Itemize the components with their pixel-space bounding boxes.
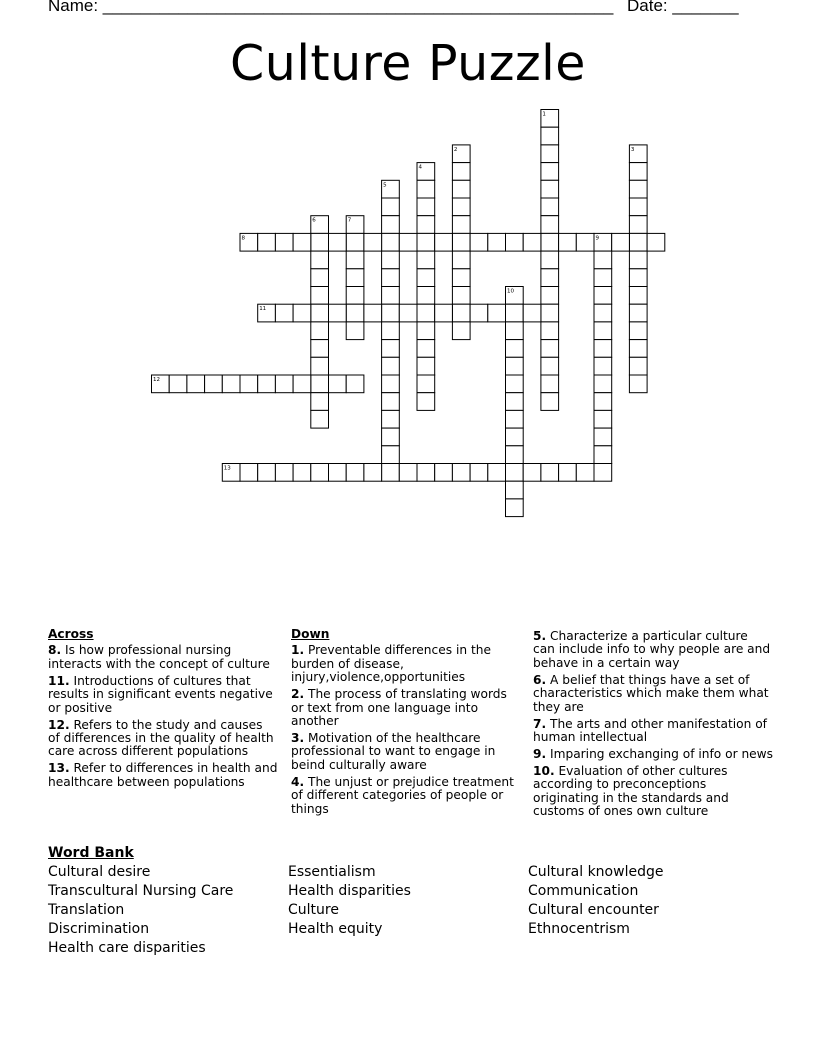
clue-text: Is how professional nursing interacts with the concept of culture [48,643,270,671]
crossword-cell[interactable] [293,304,311,322]
crossword-cell[interactable] [629,216,647,234]
crossword-cell[interactable] [541,163,559,181]
crossword-cell[interactable] [399,464,417,482]
crossword-cell[interactable] [541,340,559,358]
word-bank-item: Ethnocentrism [528,921,630,937]
crossword-cell[interactable] [346,251,364,269]
crossword-cell[interactable] [506,410,524,428]
word-bank-item: Communication [528,883,639,899]
crossword-cell[interactable] [452,287,470,305]
crossword-cell[interactable] [523,233,541,251]
crossword-cell[interactable] [311,464,329,482]
crossword-cell[interactable] [541,464,559,482]
crossword-cell[interactable] [506,393,524,411]
clue-across-13 [48,762,278,789]
crossword-cell[interactable] [364,464,382,482]
crossword-cell[interactable] [576,464,594,482]
crossword-cell[interactable] [452,322,470,340]
crossword-cell[interactable] [523,304,541,322]
crossword-cell[interactable] [541,322,559,340]
crossword-cell[interactable] [311,233,329,251]
crossword-cell[interactable] [399,304,417,322]
crossword-cell[interactable] [506,322,524,340]
crossword-cell[interactable] [488,464,506,482]
crossword-cell[interactable] [311,304,329,322]
word-bank-item: Essentialism [288,864,376,880]
crossword-cell[interactable] [346,287,364,305]
clue-down-6 [533,674,773,714]
cell-number-label: 3 [630,146,635,153]
clue-number: 8. [48,643,62,658]
crossword-cell[interactable] [470,233,488,251]
page-title: Culture Puzzle [230,35,586,92]
crossword-cell[interactable] [541,233,559,251]
down-clues-col1 [291,628,516,820]
crossword-cell[interactable] [382,304,400,322]
cell-number-label: 9 [595,235,599,242]
crossword-cell[interactable] [364,304,382,322]
crossword-cell[interactable] [382,216,400,234]
crossword-cell[interactable] [488,233,506,251]
crossword-cell[interactable] [382,375,400,393]
crossword-cell[interactable] [382,287,400,305]
crossword-cell[interactable] [506,428,524,446]
clue-across-8 [48,644,278,671]
crossword-cell[interactable] [311,357,329,375]
crossword-cell[interactable] [417,180,435,198]
crossword-cell[interactable] [452,180,470,198]
crossword-cell[interactable] [293,464,311,482]
crossword-cell[interactable] [311,322,329,340]
clue-number: 11. [48,673,70,688]
crossword-cell[interactable] [417,322,435,340]
clue-down-7 [533,718,773,745]
crossword-cell[interactable] [506,481,524,499]
crossword-cell[interactable] [435,464,453,482]
crossword-cell[interactable] [541,180,559,198]
crossword-cell[interactable] [452,304,470,322]
cell-number-label: 6 [312,217,316,224]
crossword-cell[interactable] [541,375,559,393]
crossword-cell[interactable] [382,269,400,287]
crossword-cell[interactable] [470,464,488,482]
crossword-cell[interactable] [541,269,559,287]
crossword-cell[interactable] [329,464,347,482]
crossword-cell[interactable] [629,357,647,375]
clue-down-3 [291,732,516,772]
crossword-cell[interactable] [506,499,524,517]
crossword-cell[interactable] [258,464,276,482]
clue-number: 7. [533,716,547,731]
crossword-cell[interactable] [311,375,329,393]
crossword-cell[interactable] [629,269,647,287]
crossword-cell[interactable] [541,145,559,163]
cell-number-label: 12 [153,377,160,383]
word-bank-col3 [528,863,663,939]
crossword-cell[interactable] [417,375,435,393]
crossword-cell[interactable] [452,216,470,234]
clue-down-9 [533,748,773,761]
crossword-cell[interactable] [417,464,435,482]
crossword-cell[interactable] [541,304,559,322]
crossword-cell[interactable] [417,393,435,411]
crossword-cell[interactable] [205,375,223,393]
crossword-cell[interactable] [382,198,400,216]
crossword-cell[interactable] [258,375,276,393]
clue-text: A belief that things have a set of characteristics which make them what they are [533,672,769,714]
word-bank-col2 [288,863,411,939]
crossword-cell[interactable] [541,251,559,269]
word-bank-item: Cultural knowledge [528,864,664,880]
crossword-cell[interactable] [594,375,612,393]
crossword-cell[interactable] [629,251,647,269]
clue-number: 6. [533,672,547,687]
crossword-cell[interactable] [417,233,435,251]
crossword-cell[interactable] [594,357,612,375]
crossword-cell[interactable] [293,375,311,393]
crossword-cell[interactable] [382,357,400,375]
crossword-cell[interactable] [382,393,400,411]
crossword-cell[interactable] [346,322,364,340]
clue-text: Evaluation of other cultures according to preconceptions originating in the standards and customs of ones own culture [533,764,729,819]
crossword-cell[interactable] [470,304,488,322]
crossword-cell[interactable] [329,233,347,251]
clue-text: Preventable differences in the burden of disease, injury,violence,opportunities [291,643,491,685]
crossword-cell[interactable] [346,375,364,393]
crossword-cell[interactable] [187,375,205,393]
word-bank-item: Health disparities [288,883,411,899]
clue-down-10 [533,765,773,819]
crossword-cell[interactable] [240,375,258,393]
word-bank-item: Health equity [288,921,383,937]
crossword-cell[interactable] [258,233,276,251]
word-bank-item: Transcultural Nursing Care [48,883,234,899]
clue-text: Introductions of cultures that results in significant events negative or positive [48,673,273,715]
crossword-cell[interactable] [275,464,293,482]
crossword-cell[interactable] [417,269,435,287]
crossword-cell[interactable] [594,322,612,340]
crossword-cell[interactable] [417,198,435,216]
crossword-cell[interactable] [523,464,541,482]
cell-number-label: 1 [542,111,546,118]
word-bank [48,844,778,956]
crossword-cell[interactable] [311,340,329,358]
clue-number: 12. [48,717,70,732]
crossword-cell[interactable] [346,464,364,482]
crossword-cell[interactable] [382,410,400,428]
word-bank-item: Culture [288,902,339,918]
crossword-cell[interactable] [329,304,347,322]
crossword-cell[interactable] [594,304,612,322]
crossword-cell[interactable] [629,163,647,181]
clue-text: Motivation of the healthcare professional to want to engage in beind culturally aware [291,731,496,772]
crossword-cell[interactable] [506,446,524,464]
crossword-cell[interactable] [629,180,647,198]
crossword-cell[interactable] [417,216,435,234]
cell-number-label: 13 [223,465,231,472]
cell-number-label: 8 [241,235,245,242]
cell-number-label: 4 [418,164,422,171]
across-clues [48,628,278,793]
crossword-cell[interactable] [629,233,647,251]
cell-number-label: 10 [507,288,514,295]
crossword-cell[interactable] [576,233,594,251]
crossword-cell[interactable] [311,410,329,428]
crossword-cell[interactable] [417,304,435,322]
crossword-cell[interactable] [382,464,400,482]
clue-number: 3. [291,731,305,746]
clue-number: 4. [291,774,305,789]
crossword-cell[interactable] [541,216,559,234]
crossword-cell[interactable] [506,340,524,358]
word-bank-col1 [48,863,233,958]
cell-number-label: 2 [453,146,458,153]
crossword-cell[interactable] [275,375,293,393]
word-bank-heading: Word Bank [48,845,134,861]
crossword-cell[interactable] [346,269,364,287]
clue-text: Characterize a particular culture can include info to why people are and behave in a certain way [533,629,771,670]
crossword-cell[interactable] [382,446,400,464]
crossword-cell[interactable] [488,304,506,322]
clue-down-1 [291,644,516,684]
crossword-cell[interactable] [506,304,524,322]
crossword-cell[interactable] [435,233,453,251]
crossword-cell[interactable] [594,410,612,428]
crossword-cell[interactable] [382,251,400,269]
clue-down-2 [291,688,516,728]
cell-number-label: 5 [383,182,387,189]
cell-number-label: 11 [259,306,267,313]
crossword-cell[interactable] [275,233,293,251]
crossword-cell[interactable] [417,340,435,358]
crossword-cell[interactable] [541,357,559,375]
clue-number: 9. [533,747,547,762]
crossword-cell[interactable] [382,233,400,251]
crossword-cell[interactable] [629,304,647,322]
clue-down-4 [291,776,516,816]
name-field-label[interactable]: Name: ______________________________________________________ [48,0,614,15]
word-bank-item: Discrimination [48,921,150,937]
clue-text: Refer to differences in health and healthcare between populations [48,761,278,789]
crossword-cell[interactable] [452,251,470,269]
word-bank-item: Cultural desire [48,864,151,880]
crossword-cell[interactable] [506,357,524,375]
crossword-cell[interactable] [311,393,329,411]
crossword-cell[interactable] [541,393,559,411]
down-heading: Down [291,627,330,641]
crossword-cell[interactable] [594,464,612,482]
crossword-cell[interactable] [629,198,647,216]
crossword-cell[interactable] [506,233,524,251]
crossword-cell[interactable] [417,287,435,305]
crossword-cell[interactable] [594,393,612,411]
clue-number: 13. [48,761,70,776]
crossword-cell[interactable] [452,464,470,482]
crossword-cell[interactable] [541,127,559,145]
clue-text: The process of translating words or text from one language into another [291,687,507,729]
crossword-cell[interactable] [222,375,240,393]
crossword-cell[interactable] [452,233,470,251]
crossword-cell[interactable] [452,198,470,216]
crossword-cell[interactable] [417,251,435,269]
clue-number: 10. [533,764,555,779]
crossword-cell[interactable] [311,251,329,269]
crossword-cell[interactable] [541,287,559,305]
clue-number: 5. [533,629,547,643]
crossword-cell[interactable] [559,233,577,251]
crossword-cell[interactable] [541,198,559,216]
clue-across-11 [48,675,278,715]
word-bank-item: Translation [48,902,125,918]
crossword-cell[interactable] [559,464,577,482]
crossword-cell[interactable] [594,446,612,464]
crossword-cell[interactable] [629,287,647,305]
crossword-cell[interactable] [594,287,612,305]
cell-number-label: 7 [347,217,352,224]
crossword-cell[interactable] [435,304,453,322]
crossword-cell[interactable] [169,375,187,393]
crossword-cell[interactable] [382,340,400,358]
crossword-cell[interactable] [452,269,470,287]
crossword-cell[interactable] [629,340,647,358]
crossword-cell[interactable] [594,251,612,269]
clue-number: 1. [291,643,305,658]
crossword-cell[interactable] [594,269,612,287]
down-clues-col2 [533,630,773,822]
crossword-cell[interactable] [506,375,524,393]
word-bank-item: Health care disparities [48,940,206,956]
crossword-cell[interactable] [364,233,382,251]
crossword-cell[interactable] [293,233,311,251]
clue-text: The arts and other manifestation of human intellectual [533,716,767,745]
date-field-label[interactable]: Date: _______ [627,0,739,15]
crossword-cell[interactable] [417,357,435,375]
crossword-cell[interactable] [594,340,612,358]
crossword-cell[interactable] [506,464,524,482]
across-heading: Across [48,627,94,641]
crossword-cell[interactable] [329,375,347,393]
crossword-cell[interactable] [275,304,293,322]
crossword-cell[interactable] [382,428,400,446]
crossword-cell[interactable] [382,322,400,340]
clue-text: Imparing exchanging of info or news [550,747,773,762]
clue-text: Refers to the study and causes of differences in the quality of health care across different populations [48,717,274,759]
crossword-cell[interactable] [240,464,258,482]
word-bank-item: Cultural encounter [528,902,659,918]
crossword-cell[interactable] [346,233,364,251]
crossword-cell[interactable] [311,287,329,305]
crossword-cell[interactable] [399,233,417,251]
crossword-cell[interactable] [647,233,665,251]
crossword-cell[interactable] [594,428,612,446]
clue-number: 2. [291,687,305,702]
clue-down-5 [533,630,773,670]
clue-text: The unjust or prejudice treatment of different categories of people or things [291,774,514,816]
crossword-cell[interactable] [311,269,329,287]
crossword-cell[interactable] [452,163,470,181]
crossword-cell[interactable] [629,375,647,393]
crossword-cell[interactable] [612,233,630,251]
clue-across-12 [48,719,278,759]
crossword-cell[interactable] [346,304,364,322]
crossword-cell[interactable] [629,322,647,340]
